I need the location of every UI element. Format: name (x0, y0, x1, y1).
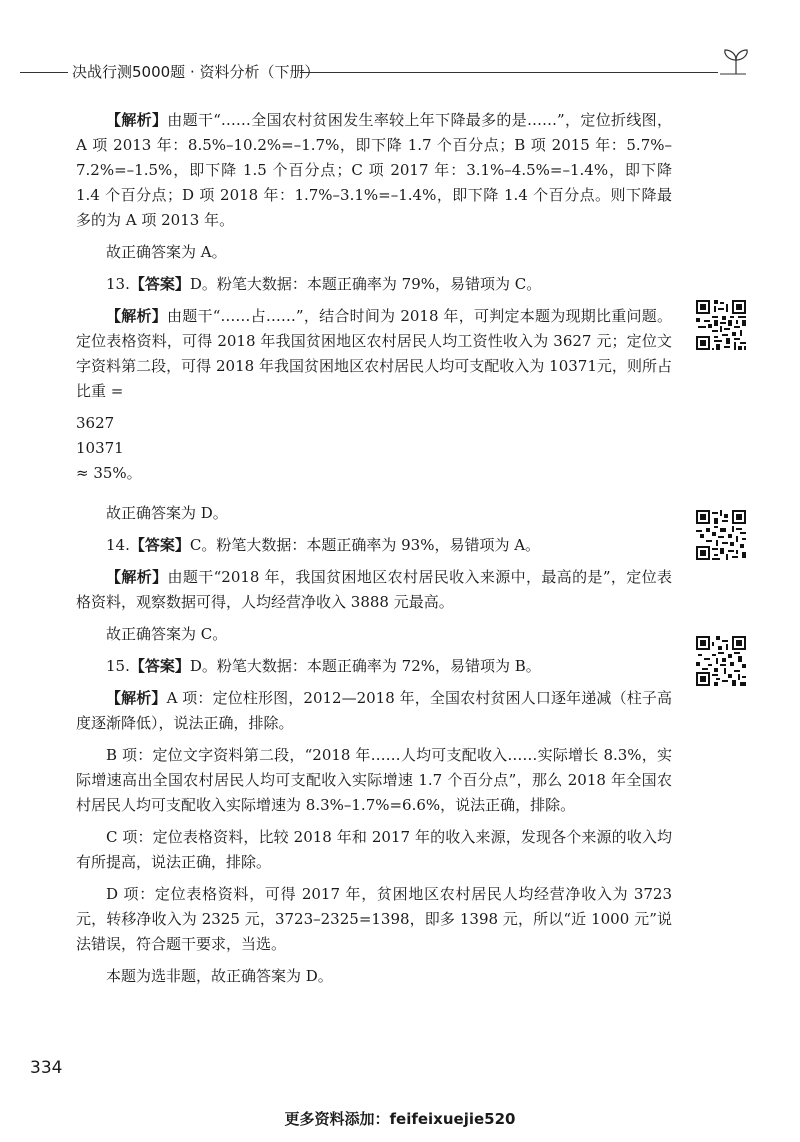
analysis-label: 【解析】 (106, 307, 167, 325)
analysis-label: 【解析】 (106, 111, 168, 129)
analysis-result: ≈ 35%。 (76, 464, 142, 482)
conclusion-q12: 故正确答案为 A。 (106, 243, 227, 261)
qr-code-icon[interactable] (696, 636, 746, 686)
conclusion-q15: 本题为选非题，故正确答案为 D。 (106, 967, 333, 985)
answer-text: D。粉笔大数据：本题正确率为 79%，易错项为 C。 (189, 275, 542, 293)
paragraph-q15-analysis-c: C 项：定位表格资料，比较 2018 年和 2017 年的收入来源，发现各个来源的收入均有所提高，说法正确，排除。 (76, 828, 672, 871)
header-rule-left (20, 72, 68, 73)
header-rule-right (300, 72, 718, 73)
footer-note: 更多资料添加：feifeixuejie520 (284, 1110, 516, 1128)
paragraph-q13-analysis (76, 304, 672, 404)
answer-q14 (76, 533, 672, 558)
running-header (0, 60, 800, 86)
question-number: 14. (106, 536, 130, 554)
question-number: 13. (106, 275, 130, 293)
conclusion-q14: 故正确答案为 C。 (106, 625, 228, 643)
analysis-label: 【解析】 (106, 568, 168, 586)
analysis-text-cont: 元，则所占比重 = (76, 357, 672, 400)
answer-label: 【答案】 (129, 657, 190, 675)
paragraph-q14-analysis (76, 565, 672, 615)
analysis-text: 由题干“2018 年，我国贫困地区农村居民收入来源中，最高的是”，定位表格资料，观察数据可得，人均经营净收入 3888 元最高。 (76, 568, 672, 611)
fraction-numerator: 3627 (76, 414, 115, 432)
answer-q15 (76, 654, 672, 679)
conclusion-q13: 故正确答案为 D。 (106, 504, 228, 522)
analysis-text: 由题干“……占……”，结合时间为 2018 年，可判定本题为现期比重问题。定位表格资料，可得 2018 年我国贫困地区农村居民人均工资性收入为 3627 元；定位文字资料第二段，可得 2018 年我国贫困地区农村居民人均可支配收入为 10371 (76, 307, 672, 375)
paragraph-q15-analysis-a (76, 686, 672, 736)
page-content (76, 108, 672, 996)
answer-label: 【答案】 (129, 536, 190, 554)
question-number: 15. (106, 657, 130, 675)
header-title: 决战行测5000题 · 资料分析（下册） (72, 63, 320, 81)
qr-code-icon[interactable] (696, 510, 746, 560)
answer-text: C。粉笔大数据：本题正确率为 93%，易错项为 A。 (189, 536, 541, 554)
analysis-label: 【解析】 (106, 689, 167, 707)
answer-label: 【答案】 (129, 275, 190, 293)
qr-code-icon[interactable] (696, 300, 746, 350)
paragraph-q15-analysis-d: D 项：定位表格资料，可得 2017 年，贫困地区农村居民人均经营净收入为 3723 元，转移净收入为 2325 元，3723–2325=1398，即多 1398 元，所以“近 1000 元”说法错误，符合题干要求，当选。 (76, 885, 672, 953)
fraction-denominator: 10371 (76, 439, 124, 457)
paragraph-q15-analysis-b: B 项：定位文字资料第二段，“2018 年……人均可支配收入……实际增长 8.3%，实际增速高出全国农村居民人均可支配收入实际增速 1.7 个百分点”，那么 2018 年全国农村居民人均可支配收入实际增速为 8.3%–1.7%=6.6%，说法正确，排除。 (76, 746, 672, 814)
sprout-icon (716, 48, 756, 78)
paragraph-q12-analysis (76, 108, 672, 233)
answer-text: D。粉笔大数据：本题正确率为 72%，易错项为 B。 (189, 657, 541, 675)
analysis-text: 由题干“……全国农村贫困发生率较上年下降最多的是……”，定位折线图，A 项 2013 年：8.5%–10.2%=–1.7%，即下降 1.7 个百分点；B 项 2015 年：5.7%–7.2%=–1.5%，即下降 1.5 个百分点；C 项 2017 年：3.1%–4.5%=–1.4%，即下降 1.4 个百分点；D 项 2018 年：1.7%–3.1%=–1.4%，即下降 1.4 个百分点。则下降最多的为 A 项 2013 年。 (76, 111, 672, 229)
analysis-text: A 项：定位柱形图，2012—2018 年，全国农村贫困人口逐年递减（柱子高度逐渐降低），说法正确，排除。 (76, 689, 672, 732)
answer-q13 (76, 272, 672, 297)
page-number: 334 (30, 1058, 63, 1078)
